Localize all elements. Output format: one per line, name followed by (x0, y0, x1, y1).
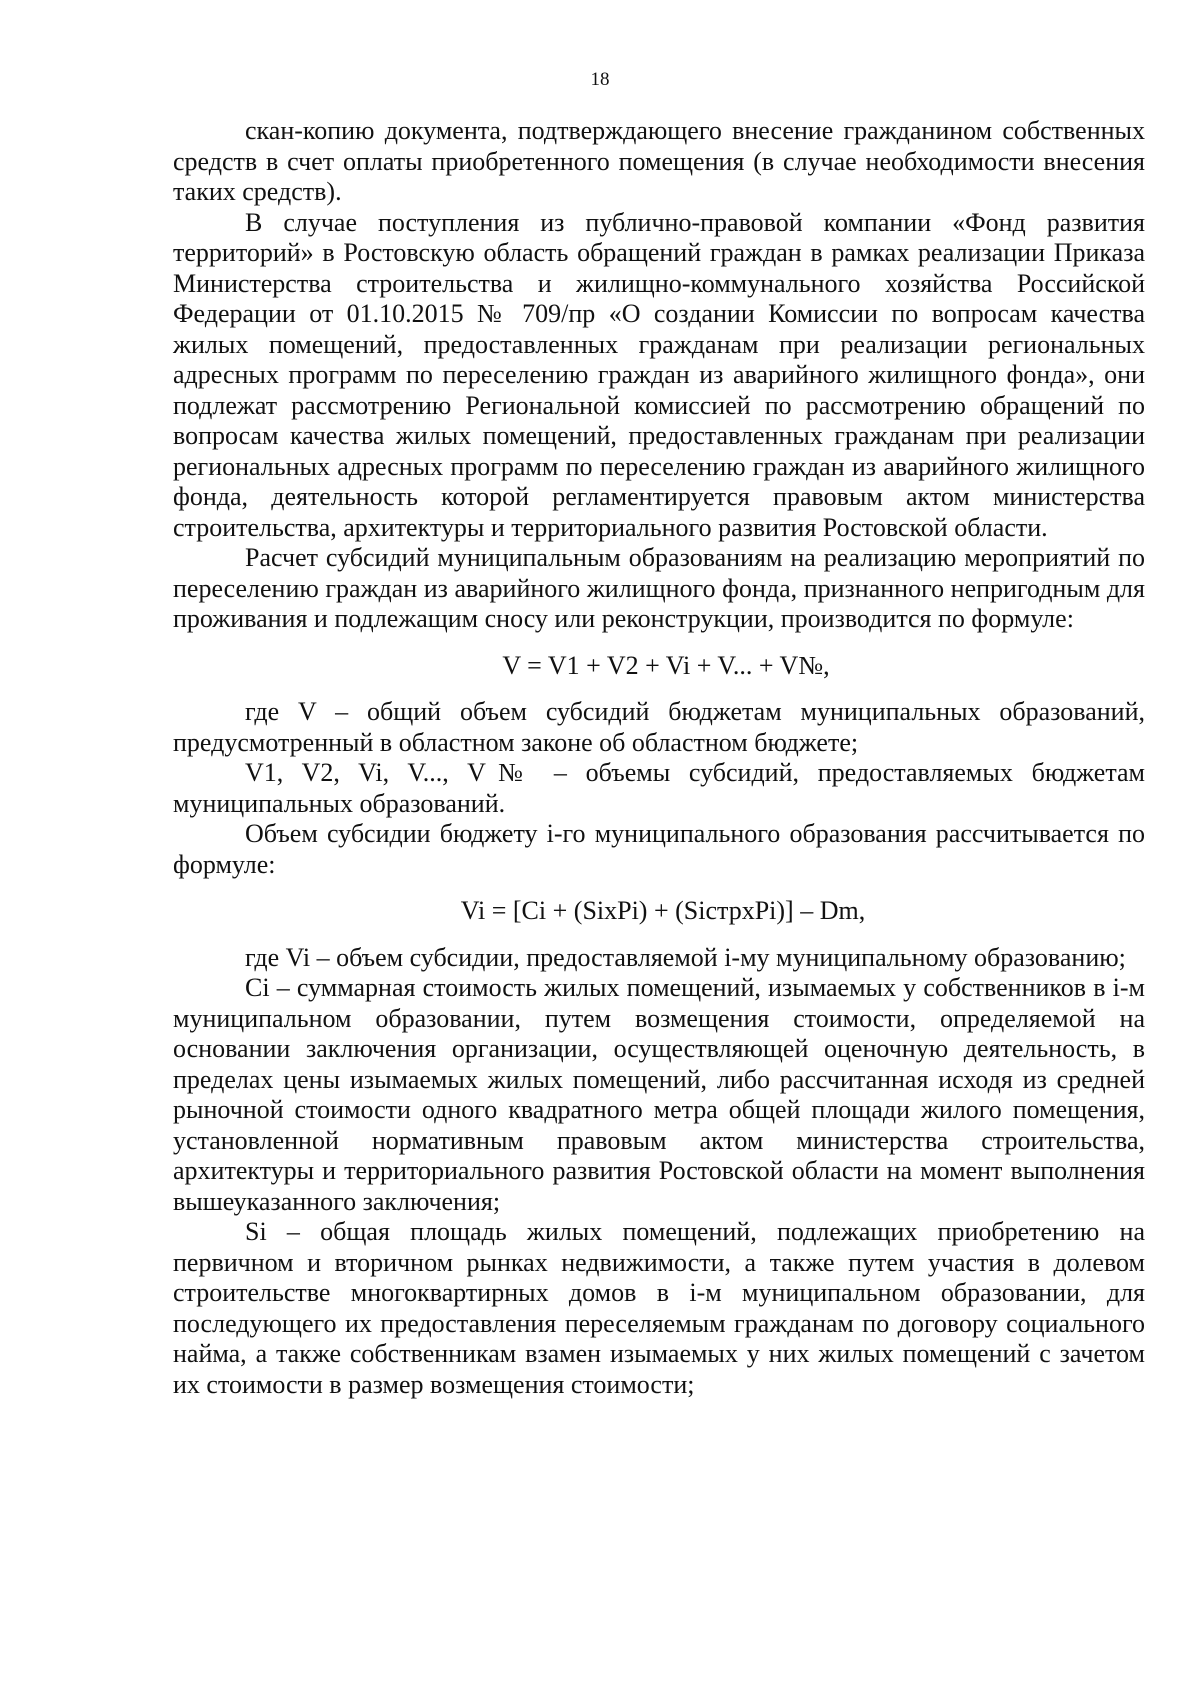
paragraph-where-v: где V – общий объем субсидий бюджетам муниципальных образований, предусмотренный в областном законе об областном бюджете; (173, 697, 1145, 757)
paragraph-subsidy-calculation: Расчет субсидий муниципальным образованиям на реализацию мероприятий по переселению граждан из аварийного жилищного фонда, признанного непригодным для проживания и подлежащим сносу или реконструкции, производится по формуле: (173, 543, 1145, 633)
paragraph-subsidy-volume: Объем субсидии бюджету i-го муниципального образования рассчитывается по формуле: (173, 819, 1145, 879)
paragraph-appeals: В случае поступления из публично-правовой компании «Фонд развития территорий» в Ростовскую область обращений граждан в рамках реализации Приказа Министерства строительства и жилищно-коммунального хозяйства Российской Федерации от 01.10.2015 № 709/пр «О создании Комиссии по вопросам качества жилых помещений, предоставленных гражданам при реализации региональных адресных программ по переселению граждан из аварийного жилищного фонда», они подлежат рассмотрению Региональной комиссией по рассмотрению обращений по вопросам качества жилых помещений, предоставленных гражданам при реализации региональных адресных программ по переселению граждан из аварийного жилищного фонда, деятельность которой регламентируется правовым актом министерства строительства, архитектуры и территориального развития Ростовской области. (173, 207, 1145, 542)
formula-municipal-subsidy: Vi = [Ci + (SixPi) + (SiстрxPi)] – Dm, (460, 896, 866, 925)
paragraph-scan-copy: скан-копию документа, подтверждающего внесение гражданином собственных средств в счет оплаты приобретенного помещения (в случае необходимости внесения таких средств). (173, 116, 1145, 206)
document-body (173, 116, 1145, 1400)
paragraph-where-vi: где Vi – объем субсидии, предоставляемой i-му муниципальному образованию; (245, 942, 1126, 972)
paragraph-v-list: V1, V2, Vi, V..., V№ – объемы субсидий, предоставляемых бюджетам муниципальных образований. (173, 758, 1145, 818)
paragraph-ci: Ci – суммарная стоимость жилых помещений, изымаемых у собственников в i-м муниципальном образовании, путем возмещения стоимости, определяемой на основании заключения организации, осуществляющей оценочную деятельность, в пределах цены изымаемых жилых помещений, либо рассчитанная исходя из средней рыночной стоимости одного квадратного метра общей площади жилого помещения, установленной нормативным правовым актом министерства строительства, архитектуры и территориального развития Ростовской области на момент выполнения вышеуказанного заключения; (173, 973, 1145, 1216)
page-number: 18 (590, 69, 610, 90)
formula-total-subsidy: V = V1 + V2 + Vi + V... + V№, (502, 650, 830, 680)
paragraph-si: Si – общая площадь жилых помещений, подлежащих приобретению на первичном и вторичном рынках недвижимости, а также путем участия в долевом строительстве многоквартирных домов в i-м муниципальном образовании, для последующего их предоставления переселяемым гражданам по договору социального найма, а также собственникам взамен изымаемых у них жилых помещений с зачетом их стоимости в размер возмещения стоимости; (173, 1217, 1145, 1399)
